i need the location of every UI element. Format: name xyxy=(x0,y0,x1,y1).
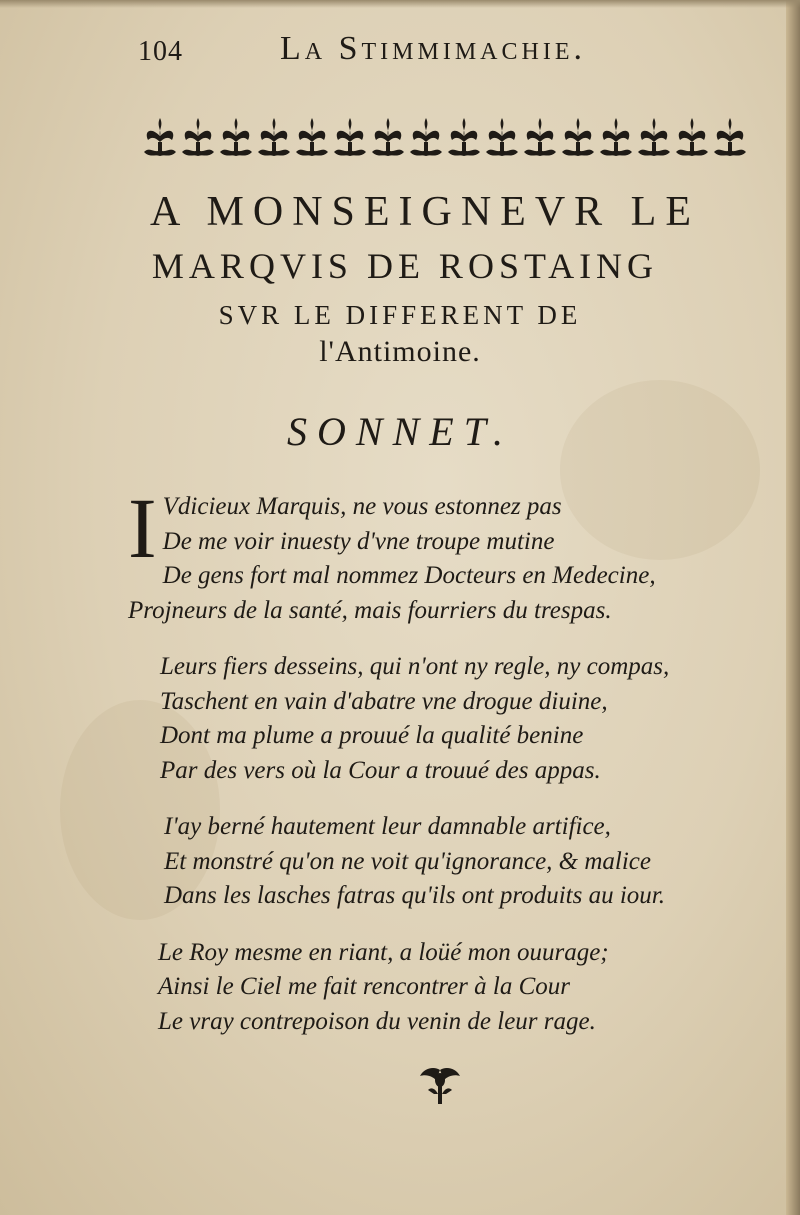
running-head xyxy=(130,30,690,80)
dedication-line-1: A MONSEIGNEVR LE xyxy=(150,189,700,235)
verse-line: De me voir inuesty d'vne troupe mutine xyxy=(162,527,555,555)
drop-cap: I xyxy=(128,480,157,576)
verse-line: Dans les lasches fatras qu'ils ont produits au iour. xyxy=(164,882,665,909)
dedication-line-3: SVR LE DIFFERENT DE xyxy=(218,300,582,330)
verse-line: Le vray contrepoison du venin de leur rage. xyxy=(158,1007,596,1035)
dedication-line-4: l'Antimoine. xyxy=(319,335,481,368)
stanza-1 xyxy=(128,480,748,628)
verse-line: Taschent en vain d'abatre vne drogue diuine, xyxy=(160,687,608,715)
sonnet-title: SONNET. xyxy=(287,409,513,454)
verse-line: Vdicieux Marquis, ne vous estonnez pas xyxy=(162,493,562,520)
verse-line: Par des vers où la Cour a trouué des appas. xyxy=(160,756,601,784)
running-title: La Stimmimachie. xyxy=(280,30,586,67)
verse-line: Projneurs de la santé, mais fourriers du trespas. xyxy=(128,596,612,624)
sonnet-body xyxy=(128,480,748,1039)
verse-line: Le Roy mesme en riant, a loüé mon ouurage; xyxy=(158,938,609,966)
stanza-2 xyxy=(128,650,748,788)
fleuron-band-icon xyxy=(140,112,760,160)
stanza-3 xyxy=(128,810,748,914)
verse-line: Dont ma plume a prouué la qualité benine xyxy=(160,722,584,749)
verse-line: I'ay berné hautement leur damnable artifice, xyxy=(164,813,611,840)
verse-line: De gens fort mal nommez Docteurs en Medecine, xyxy=(162,562,656,589)
verse-line: Ainsi le Ciel me fait rencontrer à la Cour xyxy=(158,973,570,1000)
fleuron-tailpiece-icon xyxy=(410,1062,470,1112)
page-number: 104 xyxy=(138,36,183,67)
page-edge xyxy=(786,0,800,1215)
page-edge-top xyxy=(0,0,800,8)
stanza-4 xyxy=(128,936,748,1040)
verse-line: Leurs fiers desseins, qui n'ont ny regle, ny compas, xyxy=(160,653,670,680)
verse-line: Et monstré qu'on ne voit qu'ignorance, & malice xyxy=(164,847,651,875)
dedication-line-2: MARQVIS DE ROSTAING xyxy=(151,246,659,286)
